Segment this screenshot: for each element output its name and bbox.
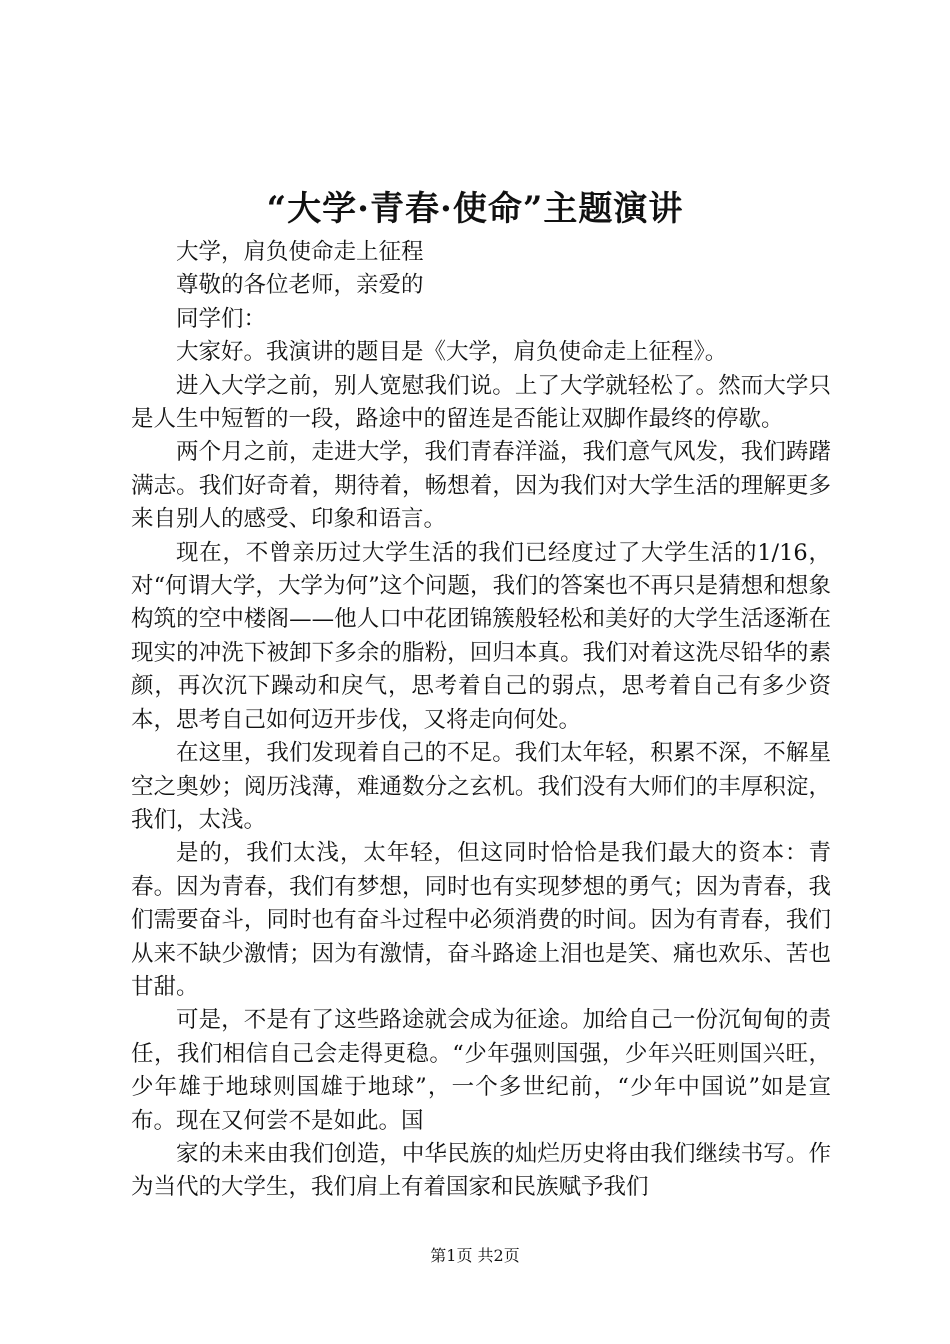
- document-body: [131, 236, 831, 1205]
- paragraph: 同学们：: [176, 305, 267, 332]
- paragraph: 尊敬的各位老师，亲爱的: [176, 272, 424, 299]
- paragraph: 现在，不曾亲历过大学生活的我们已经度过了大学生活的1/16，对“何谓大学，大学为何”这个问题，我们的答案也不再只是猜想和想象构筑的空中楼阁——他人口中花团锦簇般轻松和美好的大学生活逐渐在现实的冲洗下被卸下多余的脂粉，回归本真。我们对着这洗尽铅华的素颜，再次沉下躁动和戾气，思考着自己的弱点，思考着自己有多少资本，思考自己如何迈开步伐，又将走向何处。: [131, 539, 831, 733]
- paragraph: 是的，我们太浅，太年轻，但这同时恰恰是我们最大的资本：青春。因为青春，我们有梦想，同时也有实现梦想的勇气；因为青春，我们需要奋斗，同时也有奋斗过程中必须消费的时间。因为有青春，我们从来不缺少激情；因为有激情，奋斗路途上泪也是笑、痛也欢乐、苦也甘甜。: [131, 840, 831, 1000]
- paragraph: 大学，肩负使命走上征程: [176, 239, 424, 265]
- page-indicator: 第1页 共2页: [430, 1246, 520, 1265]
- document-title: “大学·青春·使命”主题演讲: [266, 189, 684, 229]
- paragraph: 两个月之前，走进大学，我们青春洋溢，我们意气风发，我们踌躇满志。我们好奇着，期待着，畅想着，因为我们对大学生活的理解更多来自别人的感受、印象和语言。: [131, 439, 831, 533]
- paragraph: 进入大学之前，别人宽慰我们说。上了大学就轻松了。然而大学只是人生中短暂的一段，路途中的留连是否能让双脚作最终的停歇。: [131, 372, 831, 433]
- paragraph: 可是，不是有了这些路途就会成为征途。加给自己一份沉甸甸的责任，我们相信自己会走得更稳。“少年强则国强，少年兴旺则国兴旺，少年雄于地球则国雄于地球”，一个多世纪前，“少年中国说”如是宣布。现在又何尝不是如此。国: [131, 1007, 831, 1134]
- page-footer: [0, 1244, 950, 1268]
- paragraph: 家的未来由我们创造，中华民族的灿烂历史将由我们继续书写。作为当代的大学生，我们肩上有着国家和民族赋予我们: [131, 1140, 831, 1201]
- paragraph: 在这里，我们发现着自己的不足。我们太年轻，积累不深，不解星空之奥妙；阅历浅薄，难通数分之玄机。我们没有大师们的丰厚积淀，我们，太浅。: [131, 740, 831, 833]
- paragraph: 大家好。我演讲的题目是《大学，肩负使命走上征程》。: [176, 339, 728, 366]
